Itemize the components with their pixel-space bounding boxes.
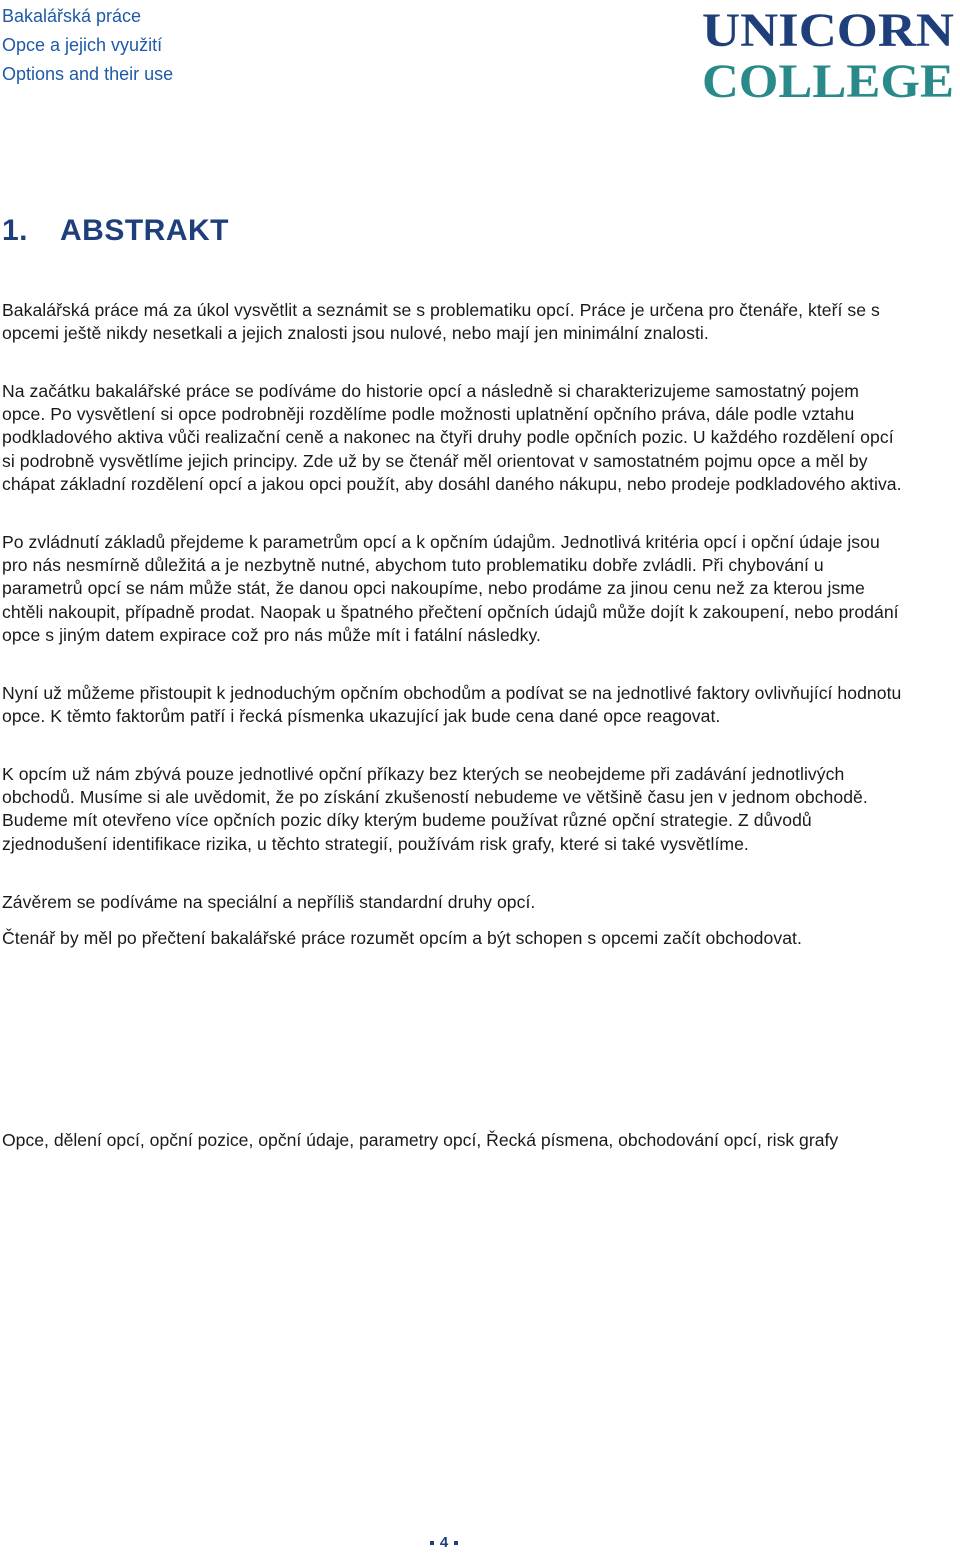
section-number: 1. [2, 214, 29, 247]
page-number-dot-right [454, 1541, 458, 1545]
page-number [0, 1534, 888, 1551]
paragraph-text: Bakalářská práce má za úkol vysvětlit a seznámit se s problematiku opcí. Práce je určena pro čtenáře, kteří se s opcemi ještě nikdy nesetkali a jejich znalosti jsou nulové, nebo mají jen minimální znalosti. [2, 300, 880, 344]
abstract-paragraph-7 [2, 927, 902, 950]
abstract-paragraph-1 [2, 299, 902, 345]
logo-word-college: COLLEGE [702, 55, 954, 104]
section-heading [2, 214, 229, 248]
abstract-paragraph-5 [2, 763, 902, 856]
page-number-value: 4 [439, 1534, 449, 1551]
header-title-cz: Opce a jejich využití [2, 35, 163, 55]
abstract-paragraph-3 [2, 531, 902, 647]
keywords-line: Opce, dělení opcí, opční pozice, opční údaje, parametry opcí, Řecká písmena, obchodování opcí, risk grafy [2, 1130, 839, 1150]
paragraph-text: K opcím už nám zbývá pouze jednotlivé opční příkazy bez kterých se neobejdeme při zadávání jednotlivých obchodů. Musíme si ale uvědomit, že po získání zkušeností nebudeme ve většině času jen v jednom obchodě. Budeme mít otevřeno více opčních pozic díky kterým budeme používat různé opční strategie. Z důvodů zjednodušení identifikace rizika, u těchto strategií, používám risk grafy, které si také vysvětlíme. [2, 764, 868, 854]
paragraph-text: Po zvládnutí základů přejdeme k parametrům opcí a k opčním údajům. Jednotlivá kritéria opcí i opční údaje jsou pro nás nesmírně důležitá a je nezbytně nutné, abychom tuto problematiku dobře zvládli. Při chybování u parametrů opcí se nám může stát, že danou opci nakoupíme, nebo prodáme za jinou cenu než za kterou jsme chtěli nakoupit, případně prodat. Naopak u špatného přečtení opčních údajů může dojít k zakoupení, nebo prodání opce s jiným datem expirace což pro nás může mít i fatální následky. [2, 532, 899, 645]
paragraph-text: Nyní už můžeme přistoupit k jednoduchým opčním obchodům a podívat se na jednotlivé faktory ovlivňující hodnotu opce. K těmto faktorům patří i řecká písmenka ukazující jak bude cena dané opce reagovat. [2, 683, 902, 727]
unicorn-college-logo [700, 0, 958, 104]
abstract-paragraph-4 [2, 682, 902, 728]
running-header [2, 2, 173, 89]
header-thesis-type: Bakalářská práce [2, 6, 142, 26]
section-title: ABSTRAKT [60, 214, 229, 247]
page-number-dot-left [430, 1541, 434, 1545]
abstract-paragraph-6 [2, 891, 902, 914]
paragraph-text: Závěrem se podíváme na speciální a nepříliš standardní druhy opcí. [2, 892, 536, 912]
abstract-paragraph-2 [2, 380, 902, 496]
paragraph-text: Čtenář by měl po přečtení bakalářské práce rozumět opcím a být schopen s opcemi začít obchodovat. [2, 928, 802, 948]
paragraph-text: Na začátku bakalářské práce se podíváme do historie opcí a následně si charakterizujeme samostatný pojem opce. Po vysvětlení si opce podrobněji rozdělíme podle možnosti uplatnění opčního práva, dále podle vztahu podkladového aktiva vůči realizační ceně a nakonec na čtyři druhy podle opčních pozic. U každého rozdělení opcí si podrobně vysvětlíme jejich principy. Zde už by se čtenář měl orientovat v samostatném pojmu opce a měl by chápat základní rozdělení opcí a jakou opci použít, aby dosáhl daného nákupu, nebo prodeje podkladového aktiva. [2, 381, 902, 494]
logo-word-unicorn: UNICORN [702, 4, 955, 57]
header-title-en: Options and their use [2, 64, 174, 84]
